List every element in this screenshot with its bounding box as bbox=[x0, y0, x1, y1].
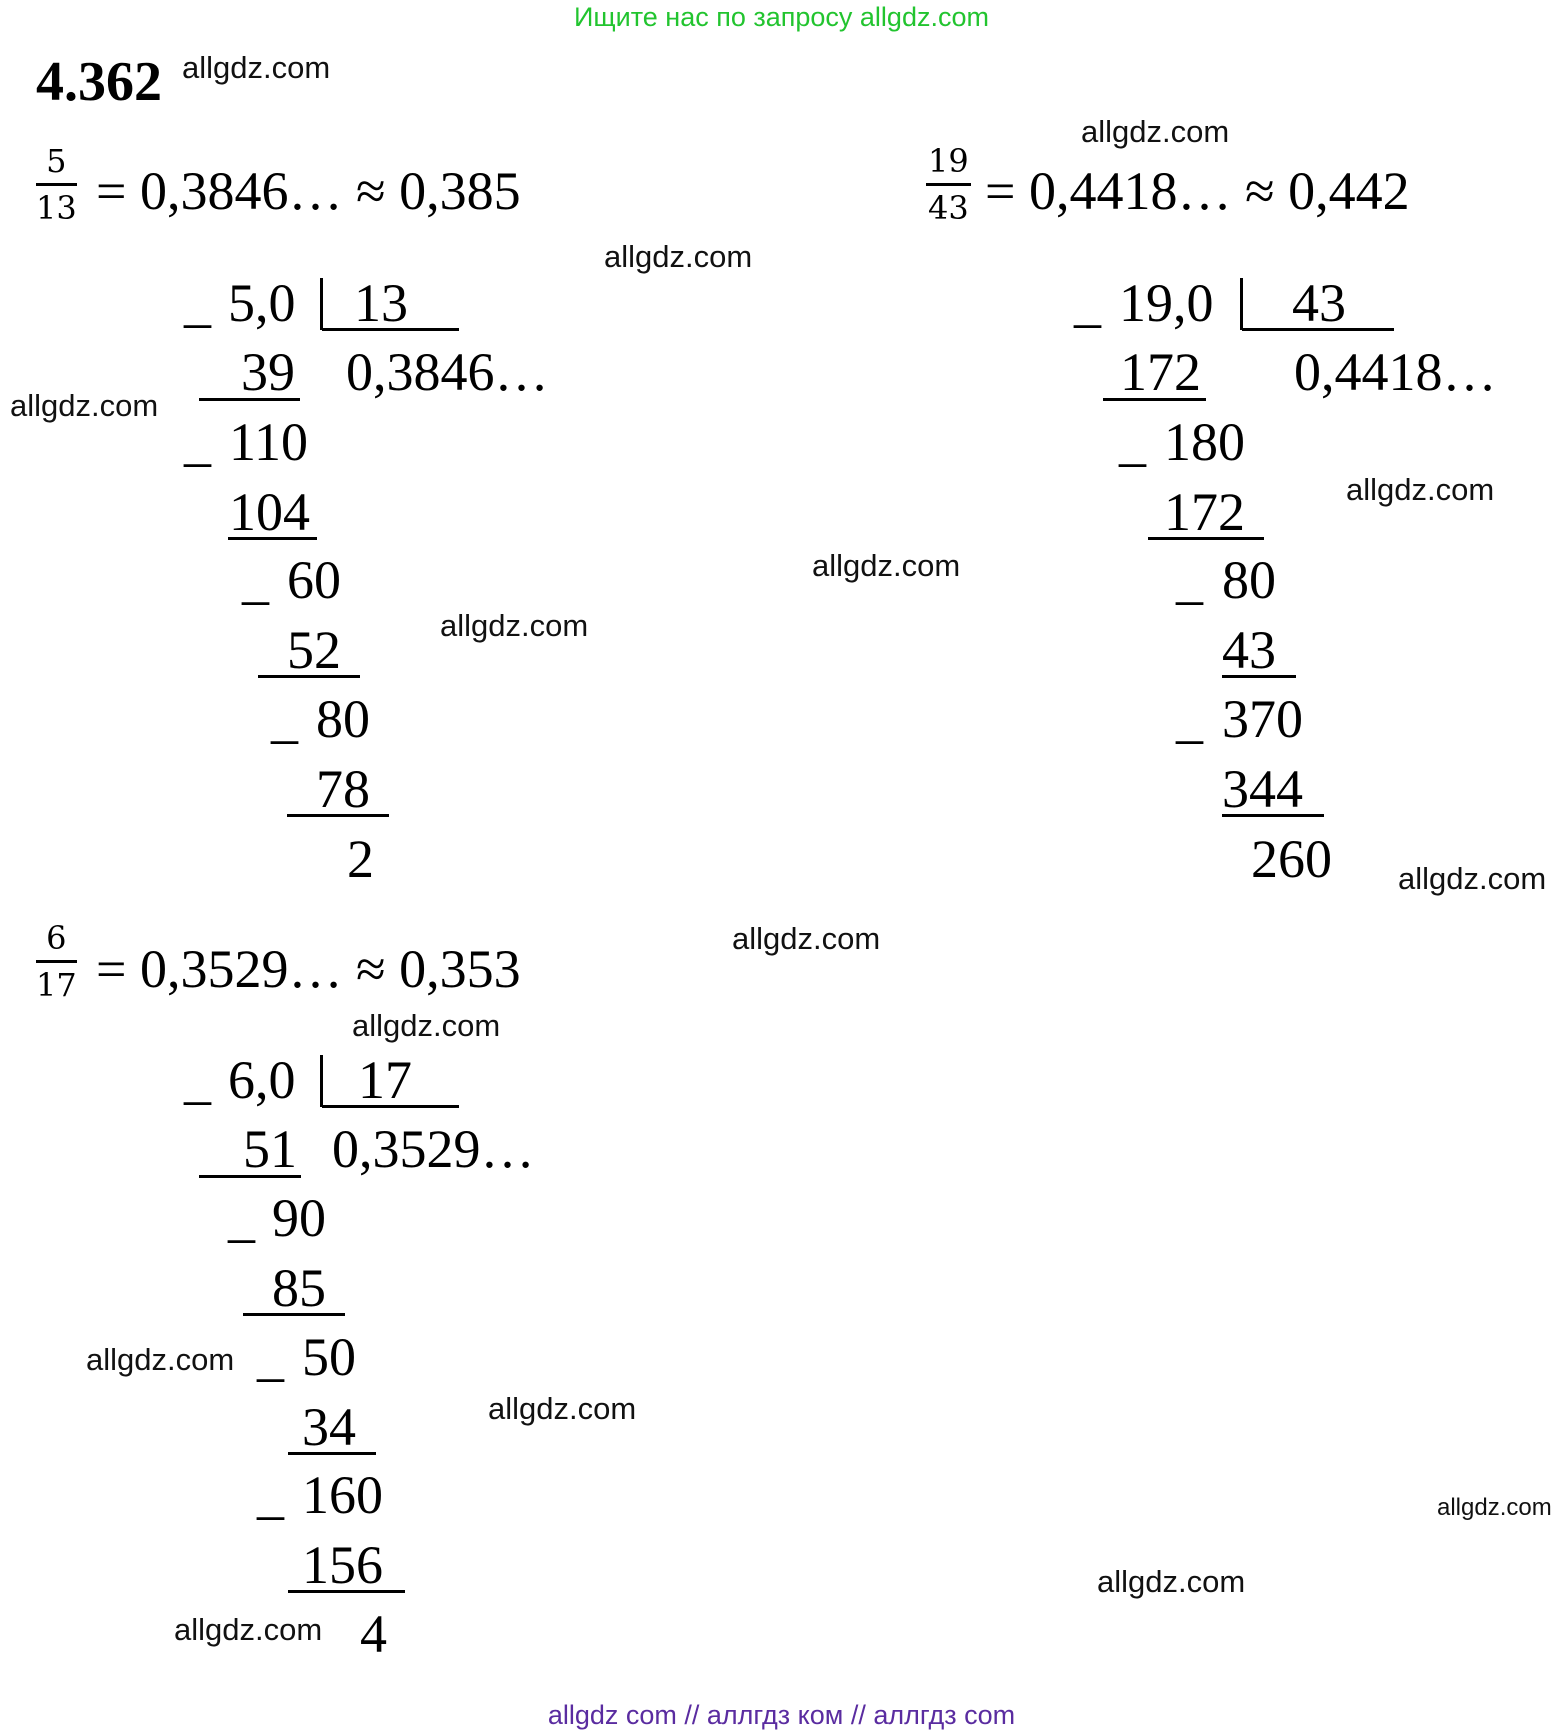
watermark: allgdz.com bbox=[182, 50, 331, 85]
minus-sign: _ bbox=[257, 1465, 284, 1525]
watermark: allgdz.com bbox=[812, 548, 961, 583]
dividend: 19,0 bbox=[1119, 273, 1214, 333]
minus-sign: _ bbox=[184, 412, 211, 472]
step: 172 bbox=[1164, 482, 1245, 542]
step: 43 bbox=[1222, 620, 1276, 680]
step: 34 bbox=[302, 1397, 356, 1457]
step: 50 bbox=[302, 1327, 356, 1387]
watermark: allgdz.com bbox=[440, 608, 589, 643]
minus-sign: _ bbox=[184, 273, 211, 333]
step: 60 bbox=[287, 550, 341, 610]
watermark: allgdz.com bbox=[86, 1342, 235, 1377]
step: 90 bbox=[272, 1188, 326, 1248]
step-line bbox=[1148, 537, 1264, 540]
divisor-line bbox=[322, 328, 459, 331]
step: 52 bbox=[287, 620, 341, 680]
step-line bbox=[1222, 675, 1296, 678]
step: 104 bbox=[229, 482, 310, 542]
step: 172 bbox=[1120, 342, 1201, 402]
step: 39 bbox=[241, 342, 295, 402]
divisor: 17 bbox=[358, 1050, 412, 1110]
denominator: 43 bbox=[928, 189, 969, 227]
minus-sign: _ bbox=[228, 1188, 255, 1248]
step: 80 bbox=[1222, 550, 1276, 610]
step-line bbox=[1222, 814, 1324, 817]
step: 180 bbox=[1164, 412, 1245, 472]
equation: = 0,3846… ≈ 0,385 bbox=[96, 161, 521, 221]
step: 85 bbox=[272, 1258, 326, 1318]
equation: = 0,4418… ≈ 0,442 bbox=[985, 161, 1410, 221]
step: 110 bbox=[229, 412, 308, 472]
step-line bbox=[199, 398, 300, 401]
step-line bbox=[228, 537, 317, 540]
numerator: 6 bbox=[36, 922, 77, 963]
numerator: 5 bbox=[36, 145, 77, 186]
step-line bbox=[199, 1175, 301, 1178]
denominator: 17 bbox=[36, 966, 77, 1004]
minus-sign: _ bbox=[271, 689, 298, 749]
watermark: allgdz.com bbox=[10, 388, 159, 423]
dividend: 5,0 bbox=[228, 273, 296, 333]
quotient: 0,3529… bbox=[332, 1119, 535, 1179]
equation: = 0,3529… ≈ 0,353 bbox=[96, 939, 521, 999]
task-number: 4.362 bbox=[36, 51, 162, 113]
dividend: 6,0 bbox=[228, 1050, 296, 1110]
denominator: 13 bbox=[36, 189, 77, 227]
footer: allgdz com // аллгдз ком // аллгдз com bbox=[547, 1700, 1016, 1730]
step: 160 bbox=[302, 1465, 383, 1525]
step: 370 bbox=[1222, 689, 1303, 749]
top-banner: Ищите нас по запросу allgdz.com bbox=[574, 2, 989, 32]
division-bar bbox=[320, 1055, 323, 1107]
step: 80 bbox=[316, 689, 370, 749]
watermark: allgdz.com bbox=[1437, 1494, 1552, 1521]
minus-sign: _ bbox=[1074, 273, 1101, 333]
step-line bbox=[287, 814, 389, 817]
minus-sign: _ bbox=[1119, 412, 1146, 472]
watermark: allgdz.com bbox=[1081, 114, 1230, 149]
step: 51 bbox=[243, 1119, 297, 1179]
division-bar bbox=[1240, 278, 1243, 330]
remainder: 4 bbox=[360, 1604, 387, 1664]
watermark: allgdz.com bbox=[1398, 861, 1547, 896]
step: 78 bbox=[316, 759, 370, 819]
watermark: allgdz.com bbox=[352, 1008, 501, 1043]
minus-sign: _ bbox=[184, 1050, 211, 1110]
minus-sign: _ bbox=[1176, 550, 1203, 610]
step-line bbox=[243, 1313, 345, 1316]
watermark: allgdz.com bbox=[604, 239, 753, 274]
step: 344 bbox=[1222, 759, 1303, 819]
step: 156 bbox=[302, 1535, 383, 1595]
step-line bbox=[1103, 398, 1206, 401]
division-bar bbox=[320, 278, 323, 330]
fraction bbox=[36, 142, 77, 227]
watermark: allgdz.com bbox=[1346, 472, 1495, 507]
minus-sign: _ bbox=[242, 550, 269, 610]
minus-sign: _ bbox=[257, 1327, 284, 1387]
remainder: 260 bbox=[1251, 829, 1332, 889]
divisor: 13 bbox=[354, 273, 408, 333]
quotient: 0,4418… bbox=[1294, 342, 1497, 402]
step-line bbox=[288, 1590, 405, 1593]
fraction bbox=[36, 919, 77, 1004]
step-line bbox=[258, 675, 360, 678]
watermark: allgdz.com bbox=[1097, 1564, 1246, 1599]
divisor: 43 bbox=[1292, 273, 1346, 333]
step-line bbox=[288, 1452, 376, 1455]
numerator: 19 bbox=[926, 145, 971, 186]
minus-sign: _ bbox=[1176, 689, 1203, 749]
fraction bbox=[926, 142, 971, 227]
watermark: allgdz.com bbox=[488, 1391, 637, 1426]
quotient: 0,3846… bbox=[346, 342, 549, 402]
divisor-line bbox=[1242, 328, 1394, 331]
remainder: 2 bbox=[347, 829, 374, 889]
divisor-line bbox=[322, 1105, 459, 1108]
watermark: allgdz.com bbox=[174, 1612, 323, 1647]
watermark: allgdz.com bbox=[732, 921, 881, 956]
